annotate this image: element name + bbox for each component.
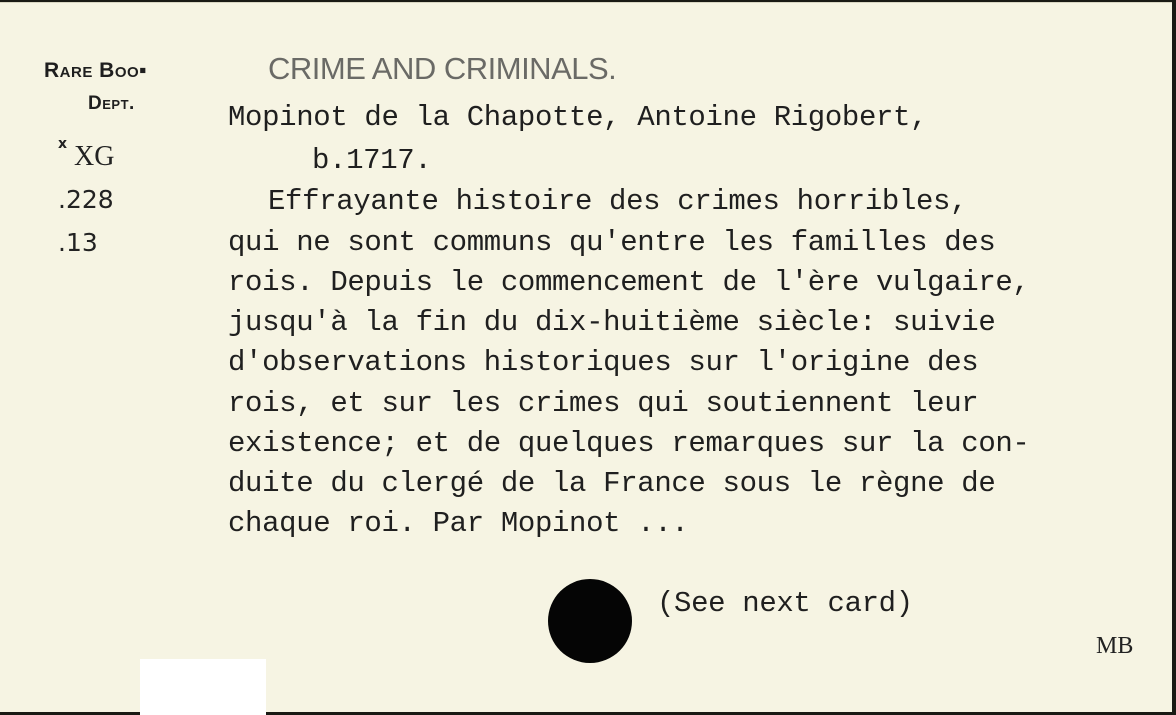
title-line: duite du clergé de la France sous le règne de — [228, 467, 996, 500]
title-line: rois, et sur les crimes qui soutiennent leur — [228, 387, 979, 420]
title-line: chaque roi. Par Mopinot ... — [228, 507, 689, 540]
author-line-2: b.1717. — [312, 144, 432, 177]
title-line: jusqu'à la fin du dix-huitième siècle: suivie — [228, 306, 996, 339]
title-line: Effrayante histoire des crimes horribles, — [268, 185, 968, 218]
punch-hole — [548, 579, 632, 663]
call-number-line3: .13 — [58, 228, 98, 257]
catalog-card — [0, 2, 1172, 712]
title-line: qui ne sont communs qu'entre les familles des — [228, 226, 996, 259]
call-number-mark: x — [58, 136, 68, 152]
title-line: existence; et de quelques remarques sur la con- — [228, 427, 1030, 460]
see-next-card-note: (See next card) — [657, 587, 913, 620]
title-line: d'observations historiques sur l'origine des — [228, 346, 979, 379]
call-number-line1: XG — [74, 141, 115, 172]
cataloger-initials: MB — [1096, 633, 1134, 659]
rare-book-stamp-line1: Rare Boo▪ — [44, 59, 148, 82]
call-number-line2: .228 — [58, 185, 114, 214]
white-patch — [140, 659, 266, 715]
subject-heading: CRIME AND CRIMINALS. — [268, 51, 617, 86]
author-line-1: Mopinot de la Chapotte, Antoine Rigobert, — [228, 101, 928, 134]
title-line: rois. Depuis le commencement de l'ère vulgaire, — [228, 266, 1030, 299]
rare-book-stamp-line2: Dept. — [88, 93, 135, 114]
